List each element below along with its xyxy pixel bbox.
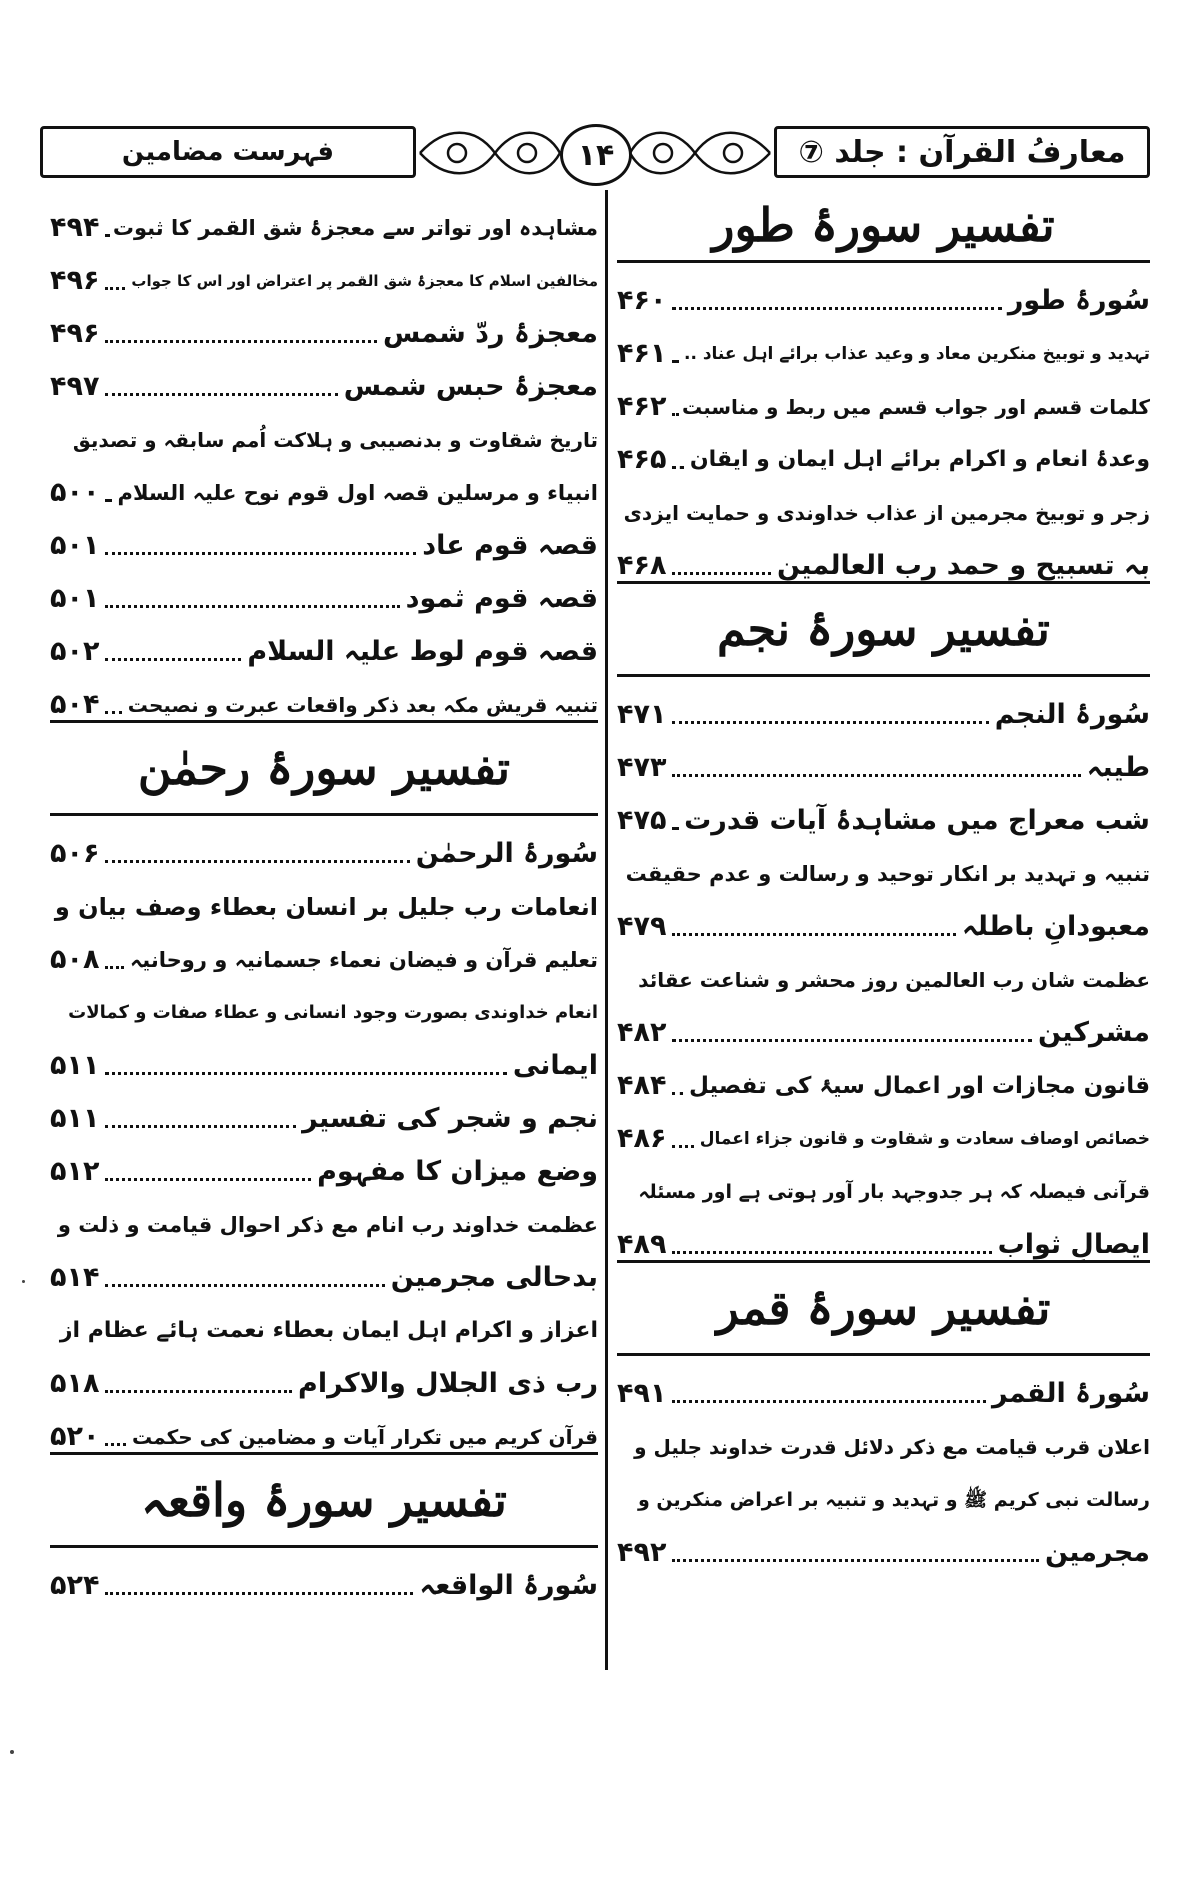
dot-leader xyxy=(672,773,1080,777)
toc-entry xyxy=(617,995,1150,1048)
toc-entry-title: وضع میزان کا مفہوم xyxy=(317,1156,598,1187)
toc-line xyxy=(50,1187,598,1240)
header-ornament xyxy=(415,118,775,188)
toc-page-number: ۵۱۱ xyxy=(50,1050,100,1081)
toc-entry xyxy=(617,422,1150,475)
dot-leader xyxy=(672,720,988,724)
section-title: تفسیر سورۂ طور xyxy=(712,198,1055,252)
toc-entry-title: قصہ قوم ثمود xyxy=(405,583,598,614)
page-header xyxy=(40,118,1150,188)
toc-page-number: ۴۶۰ xyxy=(617,285,667,316)
toc-page-number: ۴۷۵ xyxy=(617,805,667,836)
dot-leader xyxy=(105,710,121,714)
dot-leader xyxy=(105,1442,126,1446)
toc-page-number: ۴۹۷ xyxy=(50,371,100,402)
toc-entry-title: انعامات رب جلیل بر انسان بعطاء وصف بیان و xyxy=(54,893,598,921)
toc-entry xyxy=(50,561,598,614)
toc-entry xyxy=(50,349,598,402)
toc-page-number: ۴۷۹ xyxy=(617,911,667,942)
toc-entry xyxy=(617,528,1150,581)
dot-leader xyxy=(672,1091,683,1095)
toc-entry-title: مجرمین xyxy=(1044,1537,1150,1568)
toc-entry xyxy=(617,677,1150,730)
toc-line xyxy=(617,1154,1150,1207)
toc-entry xyxy=(617,263,1150,316)
toc-page-number: ۴۶۱ xyxy=(617,338,667,369)
toc-entry xyxy=(50,190,598,243)
toc-entry-title: تنبیہ و تہدید بر انکار توحید و رسالت و عدم حقیقت xyxy=(625,862,1150,886)
toc-entry-title: سُورۂ الواقعہ xyxy=(419,1570,598,1601)
toc-entry xyxy=(50,667,598,720)
toc-page-number: ۴۸۶ xyxy=(617,1123,667,1154)
toc-entry-title: بہ تسبیح و حمد رب العالمین xyxy=(776,550,1150,581)
toc-page-number: ۴۸۹ xyxy=(617,1229,667,1260)
dot-leader xyxy=(105,392,337,396)
toc-line xyxy=(617,475,1150,528)
toc-page-number: ۵۰۴ xyxy=(50,689,100,720)
toc-entry-title: تعلیم قرآن و فیضان نعماء جسمانیہ و روحانیہ xyxy=(130,948,598,972)
toc-entry-title: عظمت شان رب العالمین روز محشر و شناعت عقائد xyxy=(638,968,1150,992)
dot-leader xyxy=(105,1124,296,1128)
toc-entry xyxy=(50,1028,598,1081)
toc-entry-title: نجم و شجر کی تفسیر xyxy=(302,1103,598,1134)
toc-page-number: ۴۹۶ xyxy=(50,318,100,349)
toc-entry xyxy=(50,922,598,975)
toc-page-number: ۵۱۸ xyxy=(50,1368,100,1399)
toc-line xyxy=(617,836,1150,889)
toc-entry-title: کلمات قسم اور جواب قسم میں ربط و مناسبت xyxy=(682,395,1150,419)
page-number: ۱۴ xyxy=(560,124,632,186)
dot-leader xyxy=(105,1591,413,1595)
toc-page-number: ۴۸۴ xyxy=(617,1070,667,1101)
scan-speck xyxy=(10,1750,14,1754)
toc-line xyxy=(617,1462,1150,1515)
dot-leader xyxy=(672,932,956,936)
toc-entry-title: ایصالِ ثواب xyxy=(997,1229,1150,1260)
toc-page-number: ۴۹۲ xyxy=(617,1537,667,1568)
toc-page-number: ۵۱۲ xyxy=(50,1156,100,1187)
toc-entry-title: سُورۂ القمر xyxy=(992,1378,1150,1409)
dot-leader xyxy=(672,306,1001,310)
toc-entry-title: مشرکین xyxy=(1037,1017,1150,1048)
dot-leader xyxy=(105,498,111,502)
toc-entry-title: اعزاز و اکرام اہل ایمان بعطاء نعمت ہائے عظام از xyxy=(59,1318,598,1343)
toc-page-number: ۴۶۸ xyxy=(617,550,667,581)
header-left-title: فہرست مضامین xyxy=(40,126,416,178)
toc-entry-title: خصائص اوصاف سعادت و شقاوت و قانون جزاء اعمال xyxy=(699,1129,1150,1149)
dot-leader xyxy=(105,965,124,969)
dot-leader xyxy=(672,465,683,469)
toc-entry-title: مخالفین اسلام کا معجزۂ شق القمر پر اعتراض اور اس کا جواب xyxy=(131,272,598,290)
toc-entry-title: طیبہ xyxy=(1086,752,1150,783)
toc-entry xyxy=(50,1240,598,1293)
toc-entry-title: زجر و توبیخ مجرمین از عذاب خداوندی و حمایت ایزدی xyxy=(623,501,1150,525)
dot-leader xyxy=(672,359,678,363)
toc-entry xyxy=(50,508,598,561)
toc-entry-title: قانون مجازات اور اعمال سیۂ کی تفصیل xyxy=(688,1073,1150,1099)
toc-entry-title: قرآن کریم میں تکرار آیات و مضامین کی حکمت xyxy=(132,1425,598,1449)
toc-entry xyxy=(50,243,598,296)
toc-entry-title: معبودانِ باطلہ xyxy=(961,911,1150,942)
toc-page-number: ۵۱۴ xyxy=(50,1262,100,1293)
toc-entry-title: معجزۂ حبس شمس xyxy=(343,371,598,402)
toc-entry-title: سُورۂ النجم xyxy=(994,699,1150,730)
dot-leader xyxy=(105,1389,292,1393)
toc-entry-title: مشاہدہ اور تواتر سے معجزۂ شق القمر کا ثبوت xyxy=(112,216,598,240)
toc-entry xyxy=(617,1207,1150,1260)
toc-page-number: ۴۹۱ xyxy=(617,1378,667,1409)
dot-leader xyxy=(105,1071,506,1075)
dot-leader xyxy=(672,1558,1039,1562)
toc-page-number: ۴۶۲ xyxy=(617,391,667,422)
toc-page-number: ۴۷۱ xyxy=(617,699,667,730)
column-divider xyxy=(605,190,608,1670)
toc-entry xyxy=(617,889,1150,942)
section-title: تفسیر سورۂ رحمٰن xyxy=(137,741,511,795)
toc-entry-title: تہدید و توبیخ منکرین معاد و وعید عذاب برائے اہل عناد .. xyxy=(683,344,1150,364)
toc-entry-title: عظمت خداوند رب انام مع ذکر احوال قیامت و ذلت و xyxy=(57,1213,598,1237)
toc-entry xyxy=(617,1356,1150,1409)
toc-line xyxy=(617,1409,1150,1462)
toc-entry xyxy=(617,1048,1150,1101)
dot-leader xyxy=(105,551,416,555)
toc-page-number: ۵۰۱ xyxy=(50,530,100,561)
toc-page-number: ۴۷۳ xyxy=(617,752,667,783)
toc-entry xyxy=(50,614,598,667)
toc-entry-title: معجزۂ ردّ شمس xyxy=(382,318,598,349)
dot-leader xyxy=(105,1177,311,1181)
toc-entry xyxy=(50,1134,598,1187)
toc-entry-title: انبیاء و مرسلین قصہ اول قوم نوح علیہ السلام xyxy=(117,481,598,505)
toc-entry-title: رب ذی الجلال والاکرام xyxy=(298,1368,598,1399)
dot-leader xyxy=(672,1250,991,1254)
toc-page-number: ۵۰۱ xyxy=(50,583,100,614)
toc-page-number: ۵۰۸ xyxy=(50,944,100,975)
toc-line xyxy=(50,1293,598,1346)
toc-entry xyxy=(617,369,1150,422)
toc-entry xyxy=(50,816,598,869)
toc-entry xyxy=(50,1346,598,1399)
toc-page-number: ۵۰۲ xyxy=(50,636,100,667)
toc-line xyxy=(50,402,598,455)
toc-entry-title: شب معراج میں مشاہدۂ آیات قدرت xyxy=(684,805,1150,836)
toc-entry xyxy=(50,1399,598,1452)
dot-leader xyxy=(105,604,399,608)
dot-leader xyxy=(672,571,771,575)
toc-entry-title: بدحالی مجرمین xyxy=(390,1262,598,1293)
toc-entry-title: ایمانی xyxy=(512,1050,598,1081)
toc-entry-title: رسالت نبی کریم ﷺ و تہدید و تنبیہ بر اعراض منکرین و xyxy=(637,1489,1150,1511)
toc-entry-title: اعلان قرب قیامت مع ذکر دلائل قدرت خداوند جلیل و xyxy=(634,1435,1150,1459)
toc-page-number: ۴۹۴ xyxy=(50,212,100,243)
toc-page-number: ۴۹۶ xyxy=(50,265,100,296)
toc-entry xyxy=(617,730,1150,783)
toc-entry xyxy=(50,1548,598,1601)
toc-line xyxy=(50,975,598,1028)
toc-line xyxy=(617,942,1150,995)
toc-entry-title: تنبیہ قریش مکہ بعد ذکر واقعات عبرت و نصیحت xyxy=(127,693,598,717)
dot-leader xyxy=(105,339,376,343)
toc-page-number: ۴۸۲ xyxy=(617,1017,667,1048)
toc-page-number: ۴۶۵ xyxy=(617,444,667,475)
toc-entry-title: وعدۂ انعام و اکرام برائے اہل ایمان و ایقان xyxy=(689,447,1150,472)
toc-entry-title: قرآنی فیصلہ کہ ہر جدوجہد بار آور ہوتی ہے اور مسئلہ xyxy=(638,1181,1150,1203)
dot-leader xyxy=(672,1399,986,1403)
toc-entry-title: تاریخ شقاوت و بدنصیبی و ہلاکت اُمم سابقہ و تصدیق xyxy=(72,428,598,452)
toc-entry-title: انعام خداوندی بصورت وجود انسانی و عطاء صفات و کمالات xyxy=(68,1002,598,1023)
toc-page-number: ۵۰۰ xyxy=(50,477,100,508)
dot-leader xyxy=(105,286,125,290)
toc-entry-title: سُورۂ الرحمٰن xyxy=(415,838,598,869)
dot-leader xyxy=(105,657,241,661)
dot-leader xyxy=(105,859,409,863)
dot-leader xyxy=(672,826,678,830)
dot-leader xyxy=(672,412,676,416)
toc-page-number: ۵۲۴ xyxy=(50,1570,100,1601)
toc-entry xyxy=(617,316,1150,369)
toc-entry xyxy=(617,1101,1150,1154)
toc-entry xyxy=(617,1515,1150,1568)
toc-page-number: ۵۰۶ xyxy=(50,838,100,869)
dot-leader xyxy=(105,233,106,237)
toc-entry-title: قصہ قوم عاد xyxy=(422,530,598,561)
toc-page-number: ۵۱۱ xyxy=(50,1103,100,1134)
dot-leader xyxy=(105,1283,384,1287)
header-right-title: معارفُ القرآن : جلد ⑦ xyxy=(774,126,1150,178)
toc-entry xyxy=(50,296,598,349)
section-title: تفسیر سورۂ واقعہ xyxy=(140,1473,507,1527)
dot-leader xyxy=(672,1144,693,1148)
scan-speck xyxy=(22,1280,25,1283)
toc-entry-title: قصہ قوم لوط علیہ السلام xyxy=(247,636,598,667)
section-title: تفسیر سورۂ قمر xyxy=(716,1281,1051,1335)
toc-line xyxy=(50,869,598,922)
toc-page-number: ۵۲۰ xyxy=(50,1421,100,1452)
section-title: تفسیر سورۂ نجم xyxy=(717,602,1050,656)
toc-entry xyxy=(50,1081,598,1134)
toc-entry xyxy=(50,455,598,508)
right-column xyxy=(617,190,1150,1568)
dot-leader xyxy=(672,1038,1032,1042)
toc-entry-title: سُورۂ طور xyxy=(1007,285,1150,316)
left-column xyxy=(50,190,598,1601)
toc-entry xyxy=(617,783,1150,836)
